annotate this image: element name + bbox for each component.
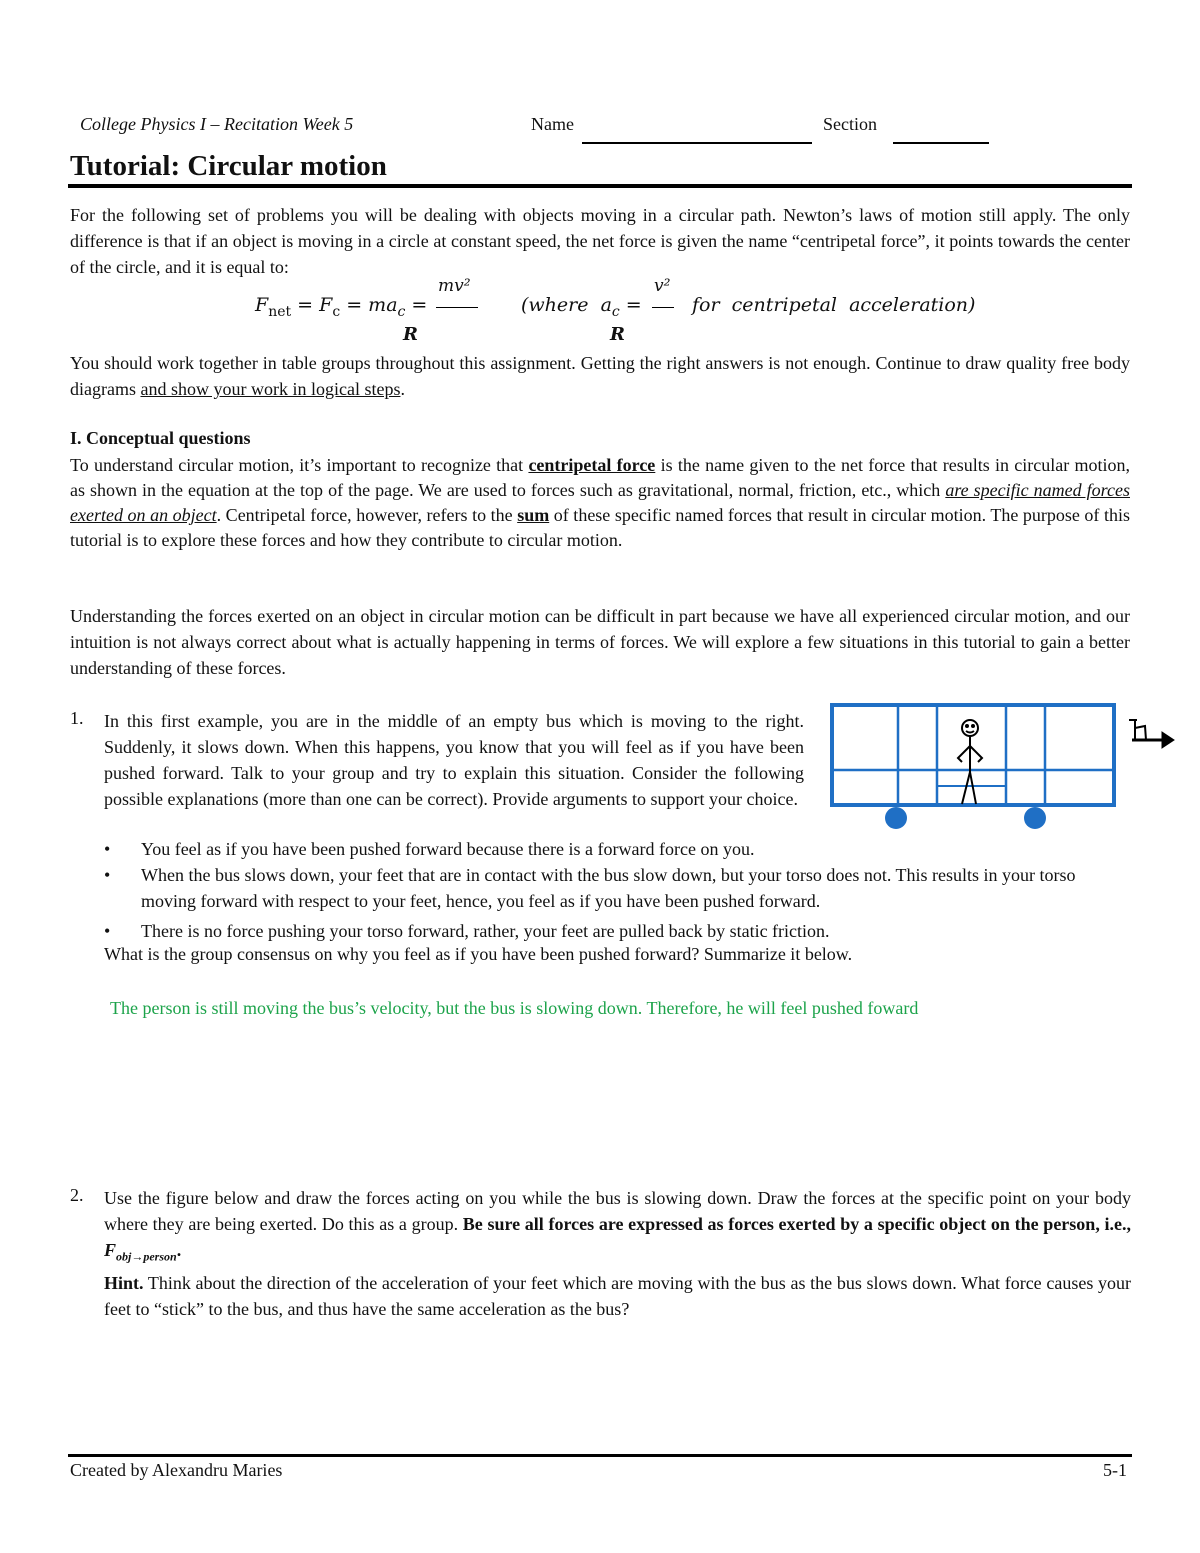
name-field-line[interactable] (582, 142, 812, 144)
fraction2-denominator: R (610, 324, 625, 345)
footer-author: Created by Alexandru Maries (70, 1460, 283, 1480)
centripetal-force-equation (255, 276, 1015, 346)
person-eye (966, 725, 968, 727)
velocity-arrow (1129, 720, 1174, 748)
section-label: Section (823, 114, 877, 134)
person-right-leg (970, 772, 976, 804)
arrow-head (1162, 732, 1174, 748)
section-heading: I. Conceptual questions (70, 428, 251, 448)
title-divider (68, 184, 1132, 188)
stick-person (958, 720, 982, 804)
conceptual-paragraph-1: To understand circular motion, it’s important to recognize that centripetal force is the name given to the net force that results in circular motion, as shown in the equation at the top of the page. We are used to forces such as gravitational, normal, friction, etc., which are specific named forces exerted on an object. Centripetal force, however, refers to the sum of these specific named forces that result in circular motion. The purpose of this tutorial is to explore these forces and how they contribute to circular motion. (70, 455, 1131, 550)
question-1-number: 1. (70, 708, 84, 728)
bus-figure (824, 700, 1176, 835)
fraction1-bar (436, 307, 478, 308)
person-left-leg (962, 772, 970, 804)
question-1-text: In this first example, you are in the middle of an empty bus which is moving to the right. Suddenly, it slows down. When this happens, you know that you will feel as if you have been pushed forward. Talk to your group and try to explain this situation. Consider the following possible explanations (more than one can be correct). Provide arguments to support your choice. (104, 711, 804, 809)
instructions-paragraph: You should work together in table groups throughout this assignment. Getting the right answers is not enough. Continue to draw quality free body diagrams and show your work in logical steps. (70, 353, 1130, 399)
equation-lhs: $F_{net} = F_c = ma_c$ = (255, 294, 428, 320)
option-b: When the bus slows down, your feet that are in contact with the bus slow down, but your torso does not. This results in your torso moving forward with respect to your feet, hence, you feel as if you have been pushed forward. (141, 865, 1076, 911)
arrow-mark (1129, 720, 1146, 740)
bullet-symbol: • (104, 865, 111, 885)
bullet-symbol: • (104, 921, 111, 941)
fraction2-bar (652, 307, 674, 308)
equation-tail: for centripetal acceleration) (692, 294, 976, 316)
person-right-arm (970, 746, 982, 762)
person-eye (972, 725, 974, 727)
course-title: College Physics I – Recitation Week 5 (80, 114, 354, 134)
option-c: There is no force pushing your torso forward, rather, your feet are pulled back by static friction. (141, 921, 830, 941)
question-2-text: Use the figure below and draw the forces acting on you while the bus is slowing down. Draw the forces at the specific point on your body where they are being exerted. Do this as a group. Be sure all forces are expressed as forces exerted by a specific object on the person, i.e., $F_{obj\to person}$. Hint. Think about the direction of the acceleration of your feet which are moving with the bus as the bus slows down. What force causes your feet to “stick” to the bus, and thus have the same acceleration as the bus? (104, 1188, 1131, 1319)
conceptual-paragraph-2: Understanding the forces exerted on an object in circular motion can be difficult in part because we have all experienced circular motion, and our intuition is not always correct about what is actually happening in terms of forces. We will explore a few situations in this tutorial to gain a better understanding of these forces. (70, 606, 1130, 678)
page-header (80, 114, 1130, 144)
person-head (962, 720, 978, 736)
section-field-line[interactable] (893, 142, 989, 144)
fraction1-denominator: R (403, 324, 418, 345)
intro-paragraph: For the following set of problems you will be dealing with objects moving in a circular path. Newton’s laws of motion still apply. The only difference is that if an object is moving in a circle at constant speed, the net force is given the name “centripetal force”, it points towards the center of the circle, and it is equal to: (70, 205, 1130, 277)
bus-front-wheel (885, 807, 907, 829)
consensus-prompt: What is the group consensus on why you feel as if you have been pushed forward? Summarize it below. (104, 944, 853, 964)
person-mouth (966, 731, 974, 733)
handwritten-answer[interactable]: The person is still moving the bus’s velocity, but the bus is slowing down. Therefore, he will feel pushed foward (110, 998, 919, 1018)
fraction1-numerator: mv² (438, 276, 471, 296)
page-title: Tutorial: Circular motion (70, 150, 387, 182)
page-number: 5-1 (1103, 1460, 1127, 1480)
fraction2-numerator: v² (654, 276, 671, 296)
name-label: Name (531, 114, 574, 134)
equation-where: (where $a_c$ = (521, 294, 642, 320)
question-2-number: 2. (70, 1185, 84, 1205)
bullet-symbol: • (104, 839, 111, 859)
option-a: You feel as if you have been pushed forward because there is a forward force on you. (141, 839, 755, 859)
bus-rear-wheel (1024, 807, 1046, 829)
footer-divider (68, 1454, 1132, 1457)
person-left-arm (958, 746, 970, 762)
